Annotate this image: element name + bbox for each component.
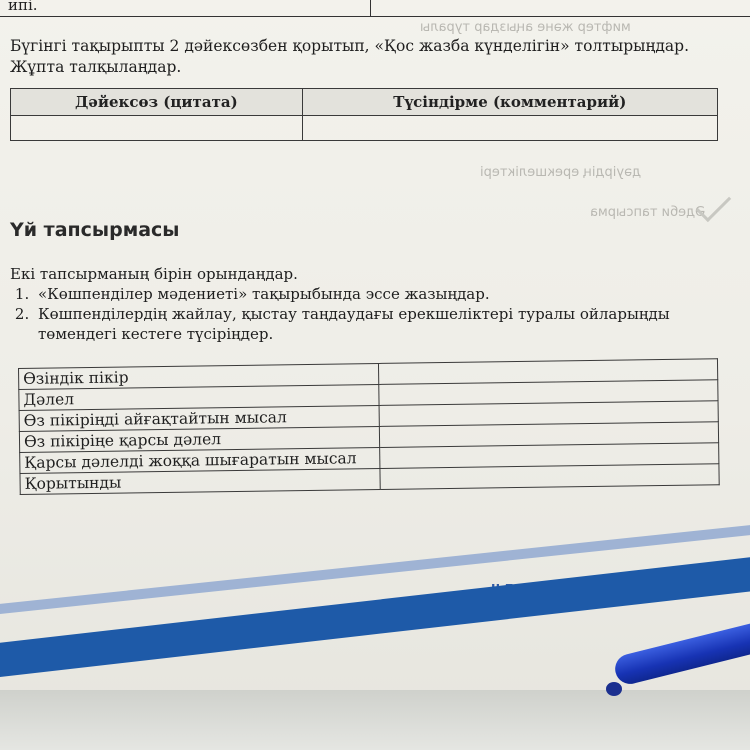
comment-cell xyxy=(302,116,717,141)
row-label: Өзіндік пікір xyxy=(19,363,379,389)
homework-tasks xyxy=(10,264,750,344)
pen-cap-icon xyxy=(606,682,622,696)
answer-cell xyxy=(380,464,719,490)
intro-paragraph xyxy=(10,36,740,78)
show-through-text: дәуірдің ерекшеліктері xyxy=(480,165,642,180)
top-fragment-text: ипі. xyxy=(8,0,38,14)
argument-table xyxy=(18,358,720,495)
comment-column-header: Түсіндірме (комментарий) xyxy=(302,89,717,116)
row-label: Дәлел xyxy=(19,384,379,410)
quote-column-header: Дәйексөз (цитата) xyxy=(11,89,303,116)
top-table-divider xyxy=(370,0,371,16)
homework-list xyxy=(10,284,750,344)
row-label: Өз пікіріңе қарсы дәлел xyxy=(19,426,379,452)
show-through-text: Әдеби тапсырма xyxy=(590,205,706,220)
row-label: Қорытынды xyxy=(20,468,380,494)
quote-cell xyxy=(11,116,303,141)
list-item: 1. «Көшпенділер мәдениеті» тақырыбында эссе жазыңдар. xyxy=(34,284,750,304)
list-item: 2. Көшпенділердің жайлау, қыстау таңдаудағы ерекшеліктері туралы ойларыңды төмендегі кестеге түсіріңдер. xyxy=(34,304,750,344)
table-header-row xyxy=(11,89,718,116)
top-table-fragment xyxy=(0,0,750,17)
desk-surface xyxy=(0,690,750,750)
row-label: Қарсы дәлелді жоққа шығаратын мысал xyxy=(20,447,380,473)
intro-line-2: Жұпта талқылаңдар. xyxy=(10,58,182,76)
intro-line-1: Бүгінгі тақырыпты 2 дәйексөзбен қорытып, «Қос жазба күнделігін» толтырыңдар. xyxy=(10,37,690,55)
table-row xyxy=(11,116,718,141)
row-label: Өз пікіріңді айғақтайтын мысал xyxy=(19,405,379,431)
homework-lead: Екі тапсырманың бірін орындаңдар. xyxy=(10,265,298,283)
homework-heading: Үй тапсырмасы xyxy=(10,219,180,241)
show-through-text: мифтер жəне аңыздар туралы xyxy=(420,20,631,35)
double-entry-journal-table xyxy=(10,88,718,141)
